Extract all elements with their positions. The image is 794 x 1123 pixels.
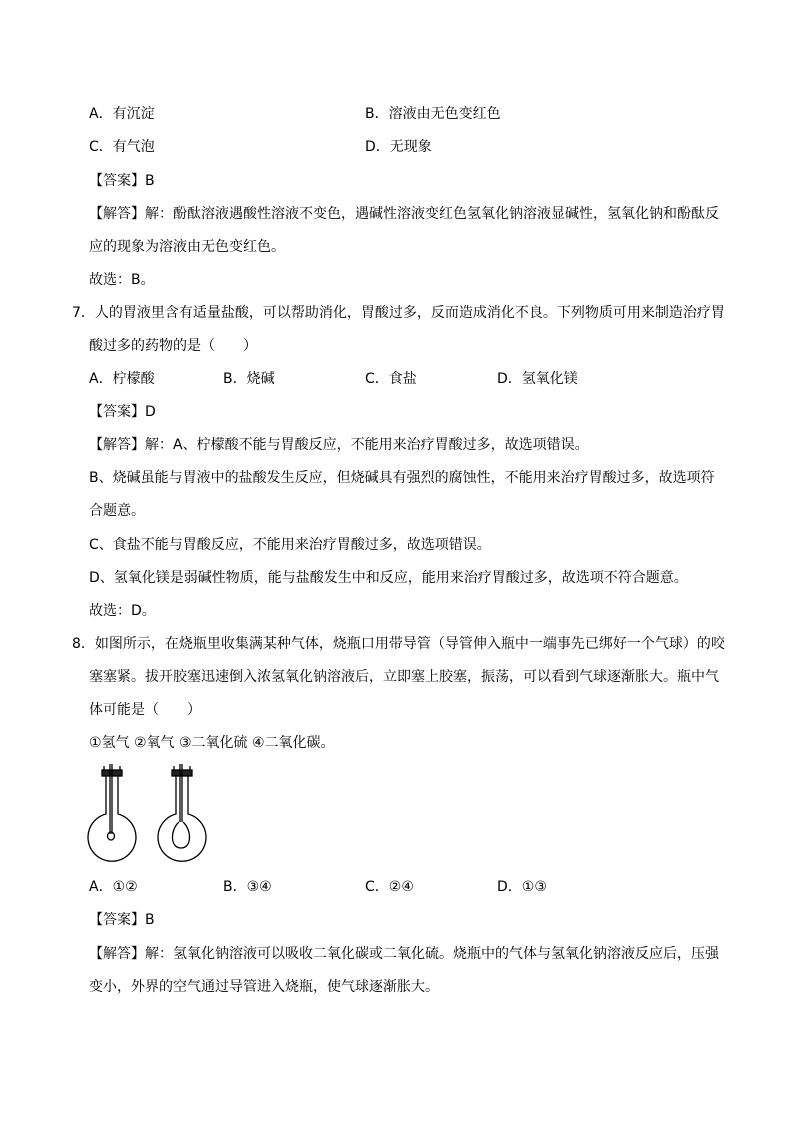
q7-analysis-line-2: B、烧碱虽能与胃液中的盐酸发生反应，但烧碱具有强烈的腐蚀性，不能用来治疗胃酸过多，故选项符 [89,470,715,486]
q8-stem-line-1: 8．如图所示，在烧瓶里收集满某种气体，烧瓶口用带导管（导管伸入瓶中一端事先已绑好一个气球）的咬 [72,636,725,652]
q8-analysis-line-1: 【解答】解：氢氧化钠溶液可以吸收二氧化碳或二氧化硫。烧瓶中的气体与氢氧化钠溶液反应后，压强 [89,946,719,962]
flask-before [88,764,136,861]
q7-stem-line-1: 7．人的胃液里含有适量盐酸，可以帮助消化，胃酸过多，反而造成消化不良。下列物质可用来制造治疗胃 [72,305,725,321]
q6-analysis-line-1: 【解答】解：酚酞溶液遇酸性溶液不变色，遇碱性溶液变红色氢氧化钠溶液显碱性，氢氧化钠和酚酞反 [89,206,719,222]
q7-option-a: A．柠檬酸 [89,371,155,387]
q8-option-b: B．③④ [223,879,272,895]
q7-analysis-line-5: D、氢氧化镁是弱碱性物质，能与盐酸发生中和反应，能用来治疗胃酸过多，故选项不符合题意。 [89,570,688,586]
flask-after [158,764,206,861]
q7-analysis-line-4: C、食盐不能与胃酸反应，不能用来治疗胃酸过多，故选项错误。 [89,537,491,553]
q6-option-a: A．有沉淀 [89,106,155,122]
q8-option-a: A．①② [89,879,138,895]
q7-option-b: B．烧碱 [223,371,275,387]
q7-option-d: D．氢氧化镁 [497,371,578,387]
q8-stem-line-2: 塞塞紧。拔开胶塞迅速倒入浓氢氧化钠溶液后，立即塞上胶塞，振荡，可以看到气球逐渐胀大。瓶中气 [89,669,719,685]
q8-gas-choices: ①氢气 ②氧气 ③二氧化硫 ④二氧化碳。 [89,735,335,751]
q7-stem-line-2: 酸过多的药物的是（ ） [89,338,257,354]
q7-conclusion: 故选：D。 [89,603,156,619]
q7-analysis-line-3: 合题意。 [89,503,145,519]
q6-answer: 【答案】B [89,173,155,189]
q7-analysis-line-1: 【解答】解：A、柠檬酸不能与胃酸反应，不能用来治疗胃酸过多，故选项错误。 [89,437,589,453]
q8-option-d: D．①③ [497,879,547,895]
q7-answer: 【答案】D [89,404,156,420]
q8-option-c: C．②④ [365,879,414,895]
q8-stem-line-3: 体可能是（ ） [89,702,201,718]
q6-option-d: D．无现象 [365,139,432,155]
q6-conclusion: 故选：B。 [89,272,155,288]
q6-option-b: B．溶液由无色变红色 [365,106,501,122]
flask-diagram [86,742,226,862]
q8-analysis-line-2: 变小，外界的空气通过导管进入烧瓶，使气球逐渐胀大。 [89,979,439,995]
q6-analysis-line-2: 应的现象为溶液由无色变红色。 [89,239,285,255]
q7-option-c: C．食盐 [365,371,417,387]
q6-option-c: C．有气泡 [89,139,155,155]
q8-answer: 【答案】B [89,912,155,928]
